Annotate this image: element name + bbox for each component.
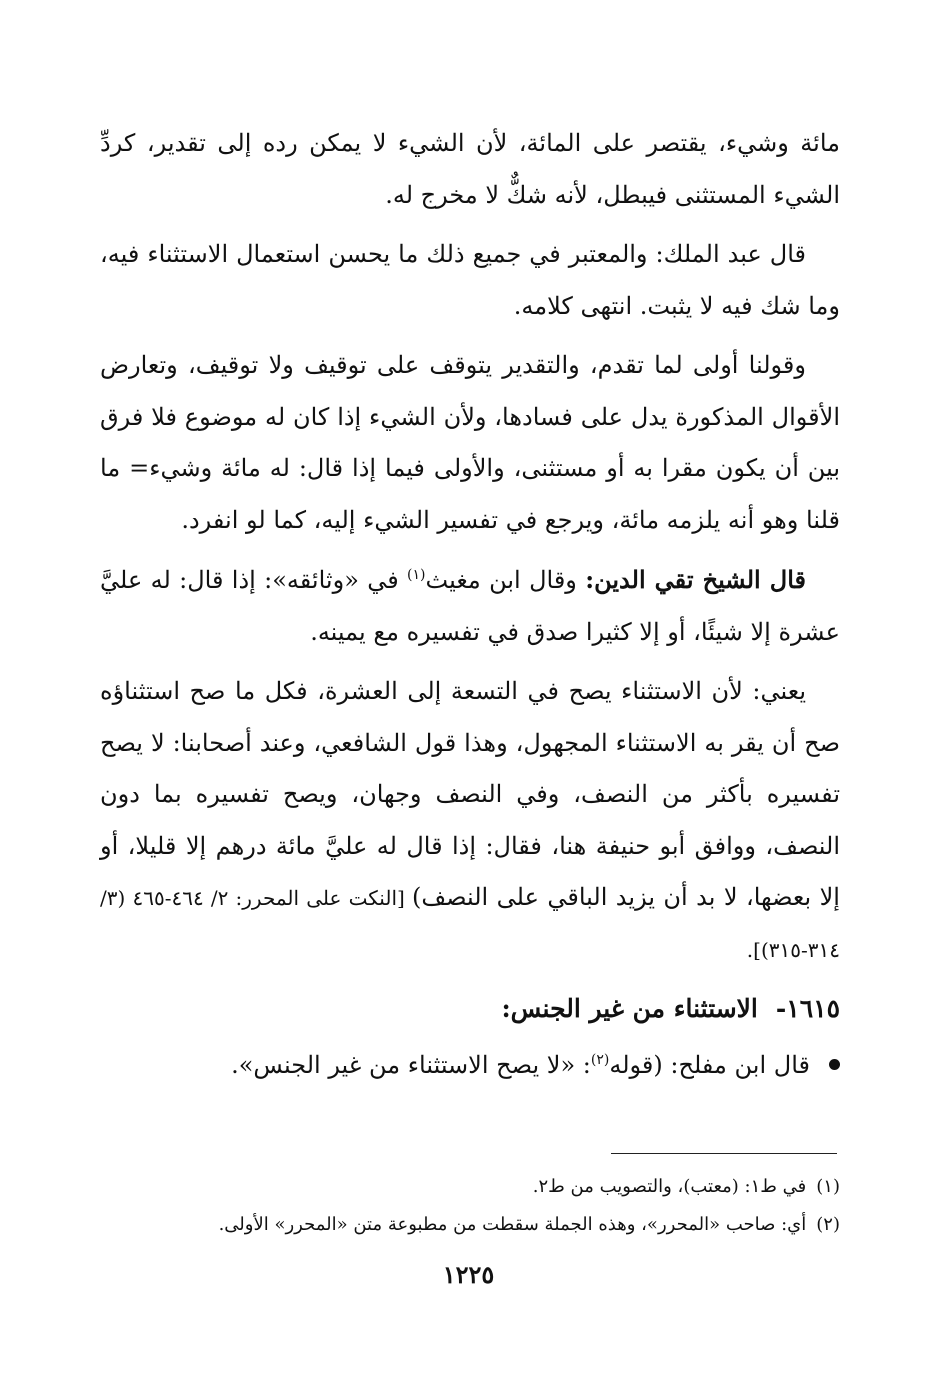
page-body [100,118,840,1091]
speaker-name: قال الشيخ تقي الدين: [585,565,806,594]
quote-text-a: قال ابن مفلح: (قوله [609,1051,810,1079]
bullet-icon [829,1059,840,1070]
paragraph-4-text-a: وقال ابن مغيث [425,566,586,594]
paragraph-3: وقولنا أولى لما تقدم، والتقدير يتوقف على توقيف ولا توقيف، وتعارض الأقوال المذكورة يدل على فسادها، ولأن الشيء إذا كان له موضوع فلا فرق بين أن يكون مقرا به أو مستثنى، والأولى فيما إذا قال: له مائة وشيء= ما قلنا وهو أنه يلزمه مائة، ويرجع في تفسير الشيء إليه، كما لو انفرد. [100,351,840,534]
footnote-number: (١) [816,1176,840,1197]
paragraph-4 [100,554,840,658]
paragraph-5-text: يعني: لأن الاستثناء يصح في التسعة إلى العشرة، فكل ما صح استثناؤه صح أن يقر به الاستثناء المجهول، وهذا قول الشافعي، وعند أصحابنا: لا يصح تفسيره بأكثر من النصف، وفي النصف وجهان، ويصح تفسيره بما دون النصف، ووافق أبو حنيفة هنا، فقال: إذا قال له عليَّ مائة درهم إلا قليلا، أو إلا بعضها، لا بد أن يزيد الباقي على النصف) [100,677,840,911]
citation-reference: [النكت على المحرر: ٢/ ٤٦٤-٤٦٥ (٣/ ٣١٤-٣١٥)]. [100,886,840,962]
footnote-ref-1[interactable]: (١) [407,567,426,583]
footnote-text: في ط١: (معتب)، والتصويب من ط٢. [532,1176,807,1197]
paragraph-5 [100,666,840,975]
footnote-number: (٢) [816,1214,840,1235]
paragraph-2: قال عبد الملك: والمعتبر في جميع ذلك ما يحسن استعمال الاستثناء فيه، وما شك فيه لا يثبت. انتهى كلامه. [100,240,840,320]
footnote-divider [611,1153,837,1154]
footnotes [100,1168,840,1244]
page-number: ١٢٢٥ [442,1260,495,1289]
section-heading [100,983,840,1035]
quote-bullet [100,1039,840,1091]
section-number: ١٦١٥- [775,994,840,1023]
section-title: الاستثناء من غير الجنس: [501,994,758,1023]
footnote-1 [100,1168,840,1206]
footnote-2 [100,1206,840,1244]
footnote-ref-2[interactable]: (٢) [590,1052,610,1068]
paragraph-4-text-b: في «وثائقه»: إذا قال: له عليَّ عشرة إلا شيئًا، أو إلا كثيرا صدق في تفسيره مع يمينه. [100,566,840,646]
footnote-text: أي: صاحب «المحرر»، وهذه الجملة سقطت من مطبوعة متن «المحرر» الأولى. [218,1214,807,1235]
paragraph-1: مائة وشيء، يقتصر على المائة، لأن الشيء لا يمكن رده إلى تقدير، كردِّ الشيء المستثنى فيبطل، لأنه شكٌّ لا مخرج له. [100,129,840,209]
quote-text-b: : «لا يصح الاستثناء من غير الجنس». [231,1051,591,1079]
